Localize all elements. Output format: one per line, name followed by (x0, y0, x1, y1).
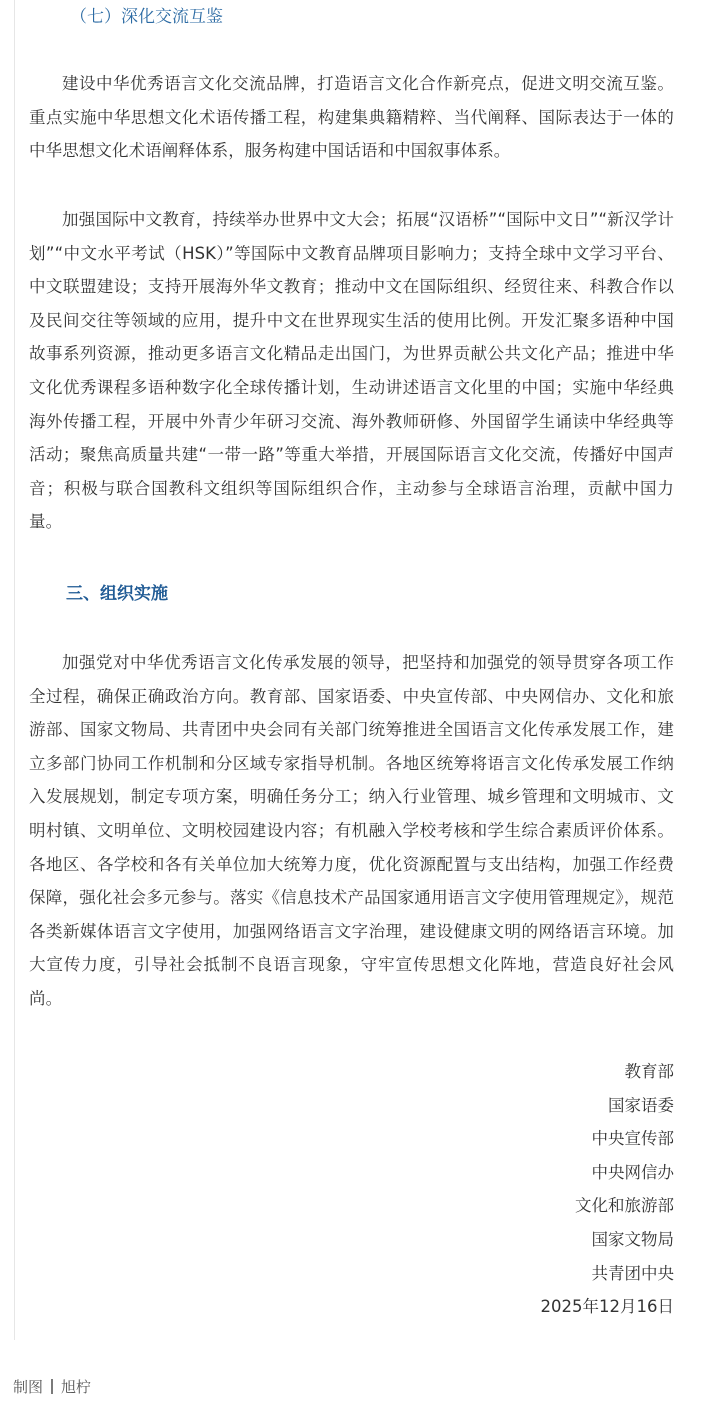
signature-org: 共青团中央 (591, 1263, 674, 1283)
content-left-border (14, 0, 15, 1340)
section-heading: 三、组织实施 (66, 584, 168, 604)
paragraph-international-education: 加强国际中文教育，持续举办世界中文大会；拓展“汉语桥”“国际中文日”“新汉学计划”“中文水平考试（HSK）”等国际中文教育品牌项目影响力；支持全球中文学习平台、中文联盟建设；支持开展海外华文教育；推动中文在国际组织、经贸往来、科教合作以及民间交往等领域的应用，提升中文在世界现实生活的使用比例。开发汇聚多语种中国故事系列资源，推动更多语言文化精品走出国门，为世界贡献公共文化产品；推进中华文化优秀课程多语种数字化全球传播计划，生动讲述语言文化里的中国；实施中华经典海外传播工程，开展中外青少年研习交流、海外教师研修、外国留学生诵读中华经典等活动；聚焦高质量共建“一带一路”等重大举措，开展国际语言文化交流，传播好中国声音；积极与联合国教科文组织等国际组织合作，主动参与全球语言治理，贡献中国力量。 (29, 210, 674, 532)
signature-org: 中央网信办 (591, 1162, 674, 1182)
paragraph-implementation: 加强党对中华优秀语言文化传承发展的领导，把坚持和加强党的领导贯穿各项工作全过程，确保正确政治方向。教育部、国家语委、中央宣传部、中央网信办、文化和旅游部、国家文物局、共青团中央会同有关部门统筹推进全国语言文化传承发展工作，建立多部门协同工作机制和分区域专家指导机制。各地区统筹将语言文化传承发展工作纳入发展规划，制定专项方案，明确任务分工；纳入行业管理、城乡管理和文明城市、文明村镇、文明单位、文明校园建设内容；有机融入学校考核和学生综合素质评价体系。各地区、各学校和各有关单位加大统筹力度，优化资源配置与支出结构，加强工作经费保障，强化社会多元参与。落实《信息技术产品国家通用语言文字使用管理规定》，规范各类新媒体语言文字使用，加强网络语言文字治理，建设健康文明的网络语言环境。加大宣传力度，引导社会抵制不良语言现象，守牢宣传思想文化阵地，营造良好社会风尚。 (29, 653, 674, 1008)
signature-org: 中央宣传部 (591, 1129, 674, 1149)
subsection-heading: （七）深化交流互鉴 (70, 7, 223, 27)
signature-block (541, 1055, 674, 1324)
footer-credit (13, 1376, 91, 1398)
footer-separator (51, 1379, 53, 1394)
signature-org: 国家语委 (608, 1095, 674, 1115)
signature-org: 文化和旅游部 (575, 1196, 674, 1216)
signature-org: 教育部 (624, 1062, 674, 1081)
footer-credit-name: 旭柠 (61, 1378, 92, 1396)
signature-org: 国家文物局 (591, 1229, 674, 1249)
paragraph-exchange: 建设中华优秀语言文化交流品牌，打造语言文化合作新亮点，促进文明交流互鉴。重点实施中华思想文化术语传播工程，构建集典籍精粹、当代阐释、国际表达于一体的中华思想文化术语阐释体系，服务构建中国话语和中国叙事体系。 (29, 74, 674, 161)
footer-credit-label: 制图 (13, 1378, 44, 1396)
signature-date: 2025年12月16日 (540, 1297, 674, 1317)
